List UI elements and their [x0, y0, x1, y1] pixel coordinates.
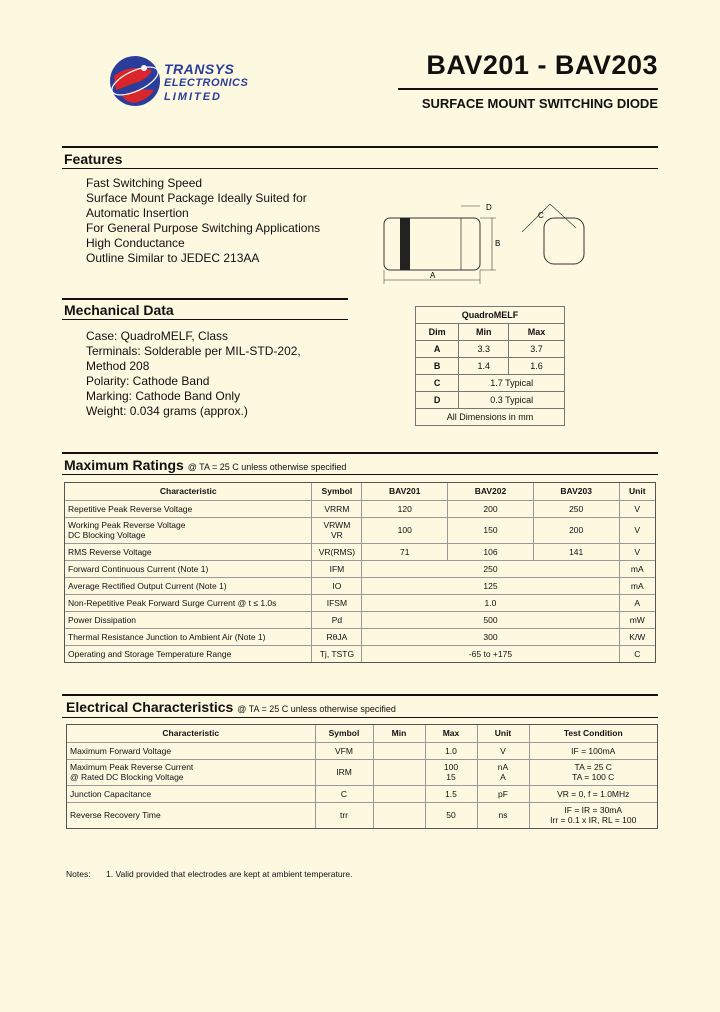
dim-cell: A — [416, 341, 459, 358]
mechanical-item: Weight: 0.034 grams (approx.) — [86, 404, 248, 418]
col-header: Test Condition — [529, 725, 657, 742]
col-header: Unit — [619, 483, 655, 500]
table-cell: IF = IR = 30mA Irr = 0.1 x IR, RL = 100 — [550, 805, 637, 826]
table-cell: Thermal Resistance Junction to Ambient Air (Note 1) — [65, 628, 312, 645]
features-underline — [62, 168, 658, 169]
mechanical-rule — [62, 298, 348, 300]
table-cell: pF — [477, 785, 529, 802]
note-item: 1. Valid provided that electrodes are kept at ambient temperature. — [106, 869, 353, 879]
table-cell: trr — [315, 802, 373, 828]
dimension-label-b: B — [495, 239, 501, 248]
dim-cell: 1.4 — [459, 358, 509, 375]
table-cell: Non-Repetitive Peak Forward Surge Current @ t ≤ 1.0s — [65, 594, 312, 611]
table-cell: 250 — [533, 500, 619, 517]
col-header: Characteristic — [65, 483, 312, 500]
col-header: BAV203 — [533, 483, 619, 500]
table-cell: -65 to +175 — [362, 645, 619, 662]
table-cell: mW — [619, 611, 655, 628]
table-cell: IFM — [312, 560, 362, 577]
table-cell: C — [634, 648, 641, 659]
table-cell: Pd — [312, 611, 362, 628]
mechanical-heading: Mechanical Data — [64, 302, 174, 318]
electrical-table — [67, 725, 657, 828]
dim-cell: 1.6 — [509, 358, 565, 375]
notes-label: Notes: — [66, 869, 91, 879]
table-cell — [373, 759, 425, 785]
table-cell: Average Rectified Output Current (Note 1) — [65, 577, 312, 594]
max-ratings-heading-row — [64, 457, 346, 473]
table-cell — [373, 742, 425, 759]
table-cell: VRRM — [312, 500, 362, 517]
features-list — [86, 176, 326, 266]
feature-item: For General Purpose Switching Applications — [86, 221, 321, 235]
table-cell: RθJA — [312, 628, 362, 645]
col-header: Symbol — [315, 725, 373, 742]
table-cell: IO — [312, 577, 362, 594]
max-ratings-underline — [62, 474, 658, 475]
table-cell: 200 — [533, 517, 619, 543]
table-cell: 100 — [362, 517, 448, 543]
table-cell: Forward Continuous Current (Note 1) — [65, 560, 312, 577]
table-cell: 500 — [362, 611, 619, 628]
dim-cell: 1.7 Typical — [459, 375, 565, 392]
dimensions-table-title: QuadroMELF — [416, 307, 565, 324]
features-rule — [62, 146, 658, 148]
table-cell: Reverse Recovery Time — [67, 802, 315, 828]
table-cell: RMS Reverse Voltage — [65, 543, 312, 560]
col-header: Symbol — [312, 483, 362, 500]
table-cell: V — [619, 500, 655, 517]
max-ratings-table-wrap — [64, 482, 656, 663]
dim-cell: C — [416, 375, 459, 392]
package-outline-diagram — [372, 198, 592, 298]
table-cell: 150 — [448, 517, 534, 543]
mechanical-item: Case: QuadroMELF, Class — [86, 329, 229, 343]
col-header: Characteristic — [67, 725, 315, 742]
table-cell: VR(RMS) — [312, 543, 362, 560]
table-cell: Operating and Storage Temperature Range — [65, 645, 312, 662]
table-cell: 141 — [533, 543, 619, 560]
table-cell: 50 — [425, 802, 477, 828]
table-cell: VRWM VR — [312, 517, 362, 543]
mechanical-item: Terminals: Solderable per MIL-STD-202, Method 208 — [86, 344, 301, 373]
dim-cell: 0.3 Typical — [459, 392, 565, 409]
feature-item: Surface Mount Package Ideally Suited for Automatic Insertion — [86, 191, 307, 220]
table-cell: ns — [477, 802, 529, 828]
table-cell: IF = 100mA — [529, 742, 657, 759]
globe-logo-icon — [108, 54, 162, 108]
table-cell: IRM — [315, 759, 373, 785]
table-cell: C — [315, 785, 373, 802]
feature-item: High Conductance — [86, 236, 185, 250]
electrical-table-wrap — [66, 724, 658, 829]
table-cell: IFSM — [312, 594, 362, 611]
table-cell: 106 — [448, 543, 534, 560]
table-cell: 120 — [362, 500, 448, 517]
table-cell: Power Dissipation — [65, 611, 312, 628]
title-rule — [398, 88, 658, 90]
col-header: Min — [373, 725, 425, 742]
electrical-rule — [62, 694, 658, 696]
max-ratings-table — [65, 483, 655, 662]
dimension-label-d: D — [486, 203, 492, 212]
table-cell: 1.0 — [362, 594, 619, 611]
table-cell: Maximum Peak Reverse Current @ Rated DC Blocking Voltage — [67, 759, 315, 785]
table-cell: V — [477, 742, 529, 759]
electrical-heading: Electrical Characteristics — [66, 699, 234, 715]
dim-header: Max — [509, 324, 565, 341]
electrical-condition: @ TA = 25 C unless otherwise specified — [237, 704, 396, 714]
company-logo — [108, 54, 248, 110]
dimension-label-c: C — [538, 211, 544, 220]
max-ratings-condition: @ TA = 25 C unless otherwise specified — [187, 462, 347, 472]
mechanical-underline — [62, 319, 348, 320]
table-cell: Tj, TSTG — [312, 645, 362, 662]
table-cell: V — [619, 517, 655, 543]
dim-cell: D — [416, 392, 459, 409]
mechanical-list — [86, 329, 316, 419]
table-cell: K/W — [619, 628, 655, 645]
table-cell: nA A — [477, 759, 529, 785]
col-header: Max — [425, 725, 477, 742]
max-ratings-heading: Maximum Ratings — [64, 457, 184, 473]
table-cell: VFM — [315, 742, 373, 759]
table-cell: mA — [619, 560, 655, 577]
dimensions-table — [415, 306, 565, 426]
table-cell: 100 15 — [425, 759, 477, 785]
dim-header: Min — [459, 324, 509, 341]
table-cell: Working Peak Reverse Voltage DC Blocking Voltage — [65, 517, 312, 543]
mechanical-item: Marking: Cathode Band Only — [86, 389, 241, 403]
table-cell: mA — [619, 577, 655, 594]
dimensions-footer: All Dimensions in mm — [416, 409, 565, 426]
table-cell: VR = 0, f = 1.0MHz — [529, 785, 657, 802]
table-cell: Repetitive Peak Reverse Voltage — [65, 500, 312, 517]
dim-cell: B — [416, 358, 459, 375]
table-cell: Maximum Forward Voltage — [67, 742, 315, 759]
dimension-label-a: A — [430, 271, 436, 280]
feature-item: Fast Switching Speed — [86, 176, 203, 190]
table-cell: 250 — [362, 560, 619, 577]
col-header: Unit — [477, 725, 529, 742]
page-subtitle: SURFACE MOUNT SWITCHING DIODE — [421, 96, 658, 111]
table-cell — [373, 785, 425, 802]
table-cell: TA = 25 C TA = 100 C — [529, 759, 657, 785]
table-cell: V — [619, 543, 655, 560]
dim-cell: 3.7 — [509, 341, 565, 358]
logo-line-2: ELECTRONICS — [164, 77, 249, 89]
col-header: BAV201 — [362, 483, 448, 500]
electrical-underline — [62, 717, 658, 718]
logo-line-1: TRANSYS — [164, 61, 235, 77]
logo-line-3: LIMITED — [164, 91, 222, 103]
electrical-heading-row — [66, 699, 396, 715]
table-cell: 71 — [362, 543, 448, 560]
feature-item: Outline Similar to JEDEC 213AA — [86, 251, 260, 265]
mechanical-item: Polarity: Cathode Band — [86, 374, 210, 388]
dim-cell: 3.3 — [459, 341, 509, 358]
max-ratings-rule — [62, 452, 658, 454]
col-header: BAV202 — [448, 483, 534, 500]
features-heading: Features — [64, 151, 123, 167]
table-cell: 125 — [362, 577, 619, 594]
table-cell: 1.5 — [425, 785, 477, 802]
table-cell: A — [619, 594, 655, 611]
table-cell: 200 — [448, 500, 534, 517]
table-cell: Junction Capacitance — [67, 785, 315, 802]
table-cell — [373, 802, 425, 828]
page-title: BAV201 - BAV203 — [426, 50, 658, 80]
cathode-band — [400, 218, 410, 270]
dim-header: Dim — [416, 324, 459, 341]
table-cell: 300 — [362, 628, 619, 645]
table-cell: 1.0 — [425, 742, 477, 759]
